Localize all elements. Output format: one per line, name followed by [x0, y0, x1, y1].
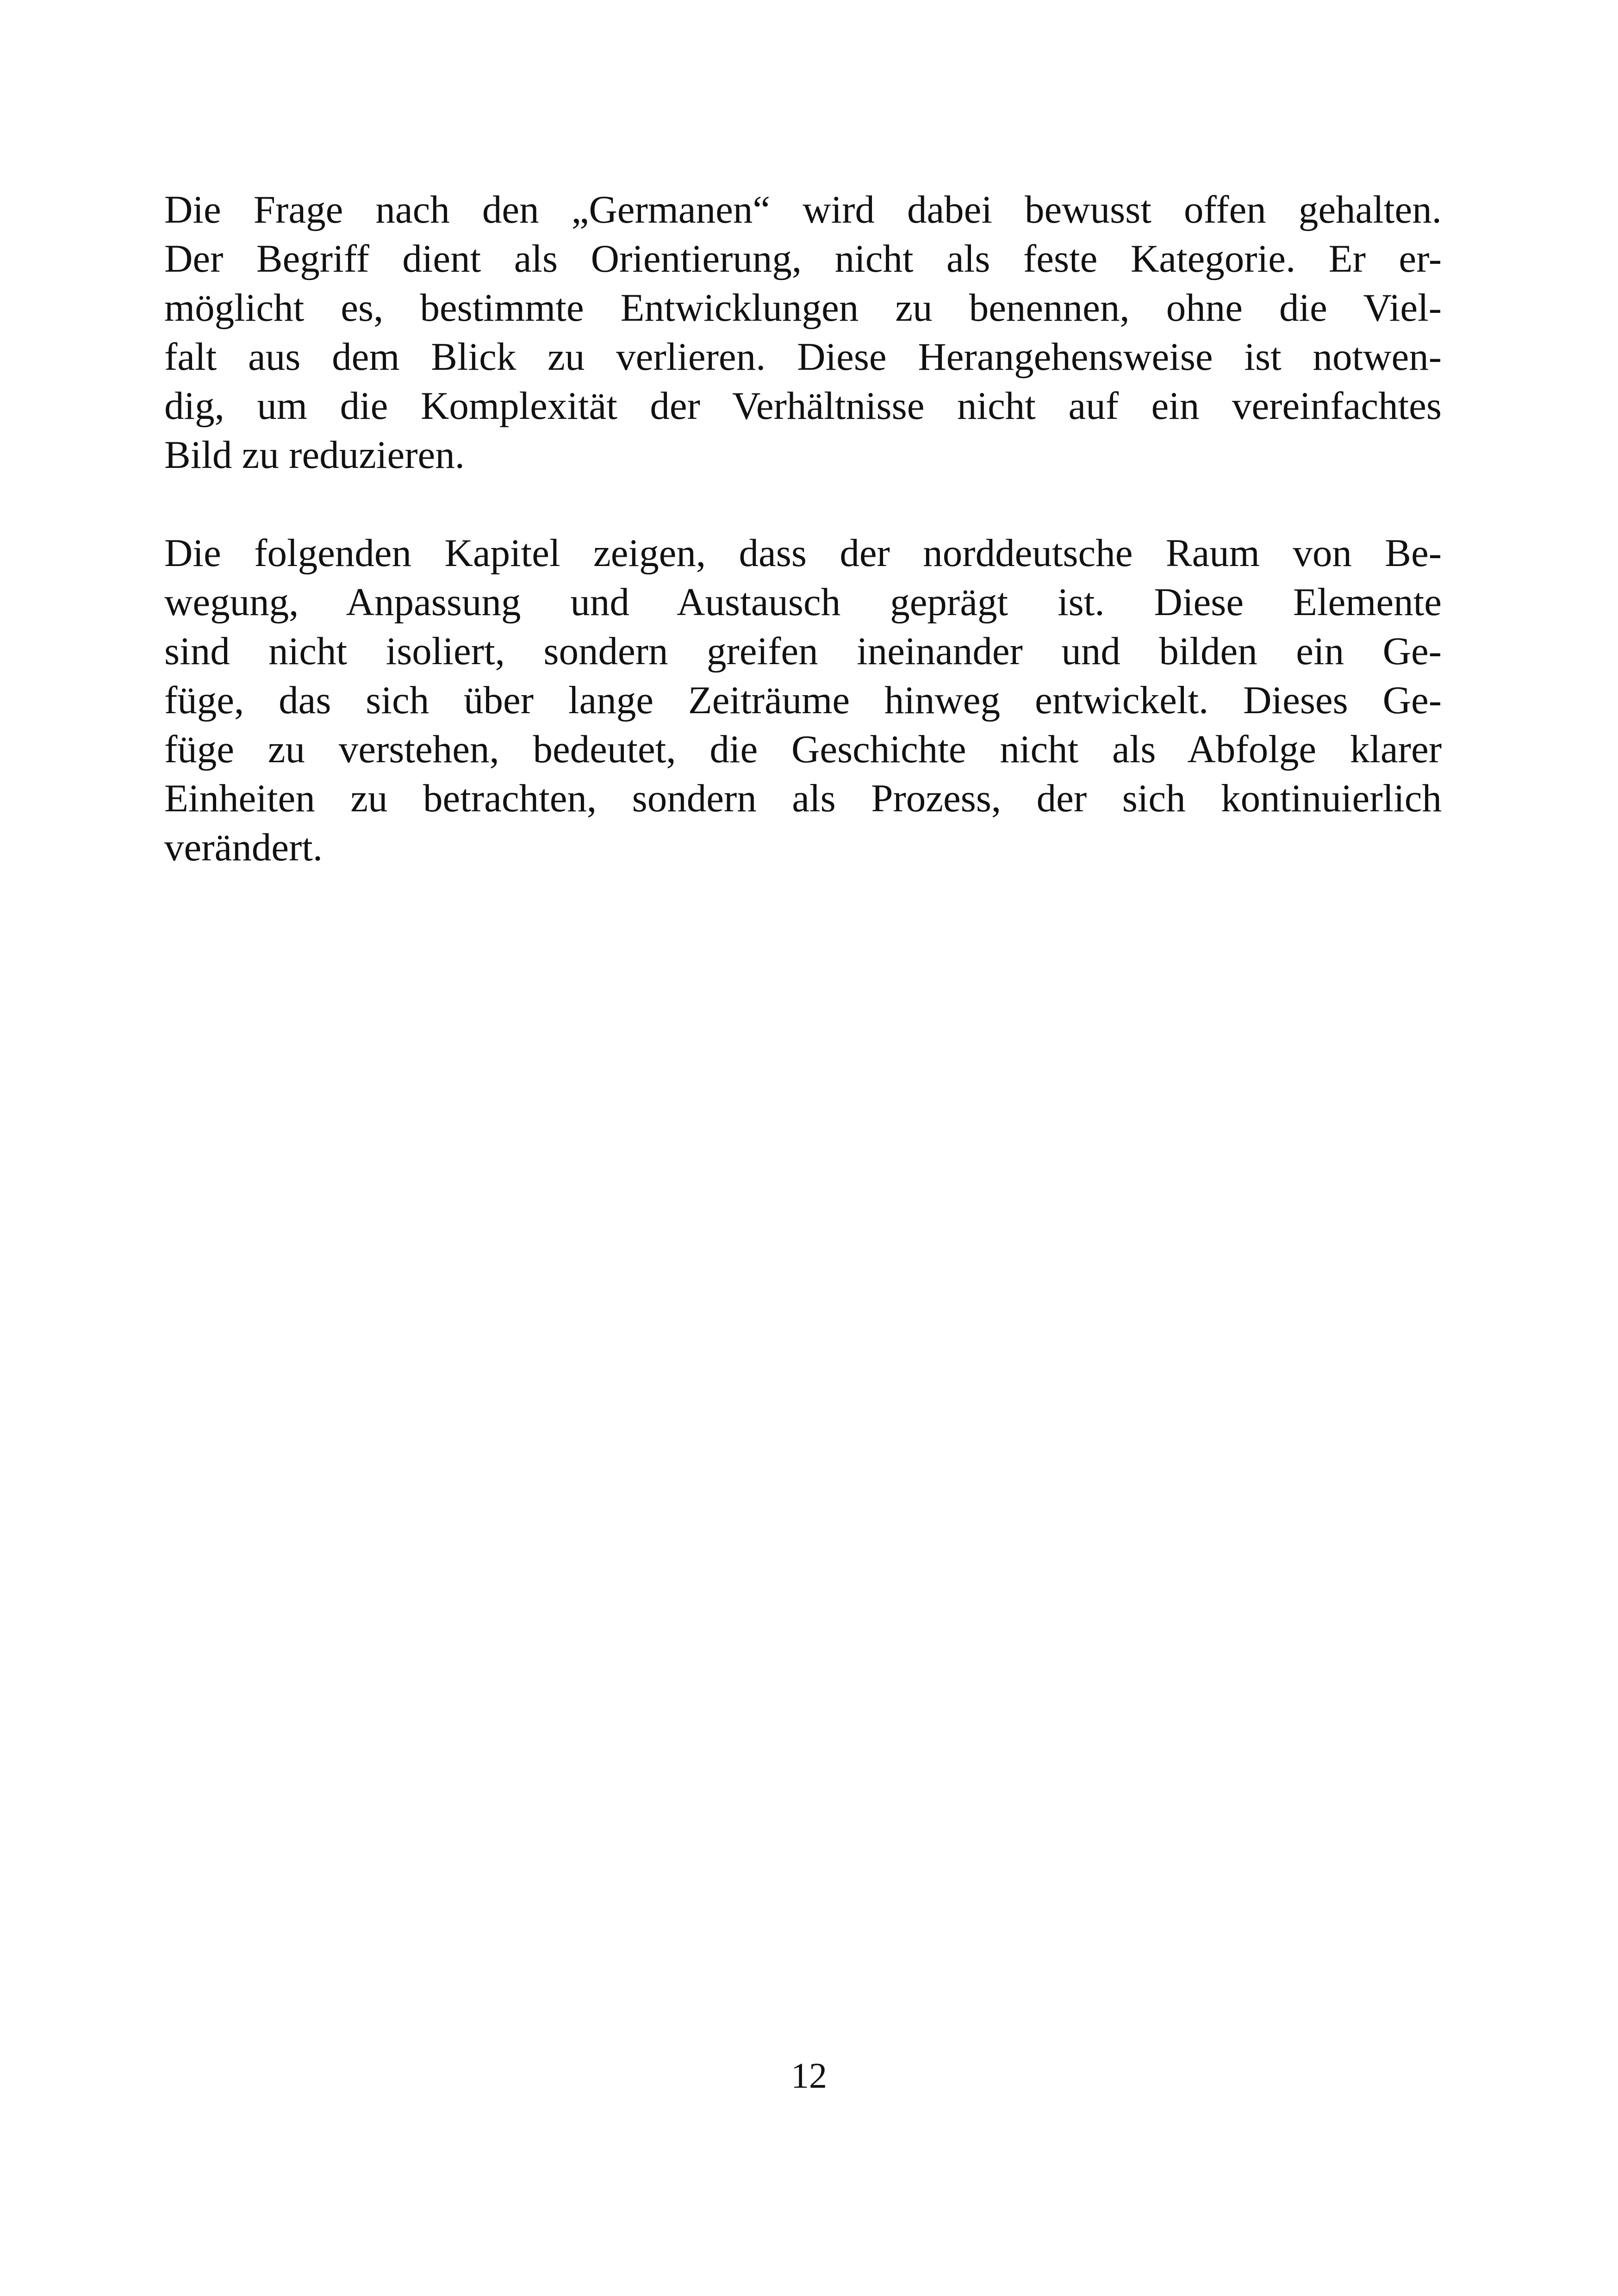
text-line: verändert.: [164, 826, 323, 869]
text-line: füge zu verstehen, bedeutet, die Geschichte nicht als Abfolge klarer: [164, 728, 1442, 771]
page-number: 12: [791, 2055, 827, 2096]
text-line: wegung, Anpassung und Austausch geprägt ist. Diese Elemente: [164, 580, 1442, 624]
text-line: füge, das sich über lange Zeiträume hinweg entwickelt. Dieses Ge-: [164, 678, 1442, 722]
text-line: Die Frage nach den „Germanen“ wird dabei bewusst offen gehalten.: [164, 188, 1442, 231]
text-line: Bild zu reduzieren.: [164, 433, 465, 477]
body-text: [164, 185, 1442, 872]
text-line: Die folgenden Kapitel zeigen, dass der norddeutsche Raum von Be-: [164, 531, 1442, 575]
paragraph-2: [164, 529, 1442, 872]
paragraph-1: [164, 185, 1442, 479]
text-line: dig, um die Komplexität der Verhältnisse nicht auf ein vereinfachtes: [164, 384, 1442, 428]
text-line: Einheiten zu betrachten, sondern als Prozess, der sich kontinuierlich: [164, 777, 1442, 820]
text-line: möglicht es, bestimmte Entwicklungen zu benennen, ohne die Viel-: [164, 286, 1442, 330]
text-line: sind nicht isoliert, sondern greifen ineinander und bilden ein Ge-: [164, 629, 1442, 673]
text-line: falt aus dem Blick zu verlieren. Diese Herangehensweise ist notwen-: [164, 335, 1442, 379]
text-line: Der Begriff dient als Orientierung, nicht als feste Kategorie. Er er-: [164, 237, 1442, 280]
